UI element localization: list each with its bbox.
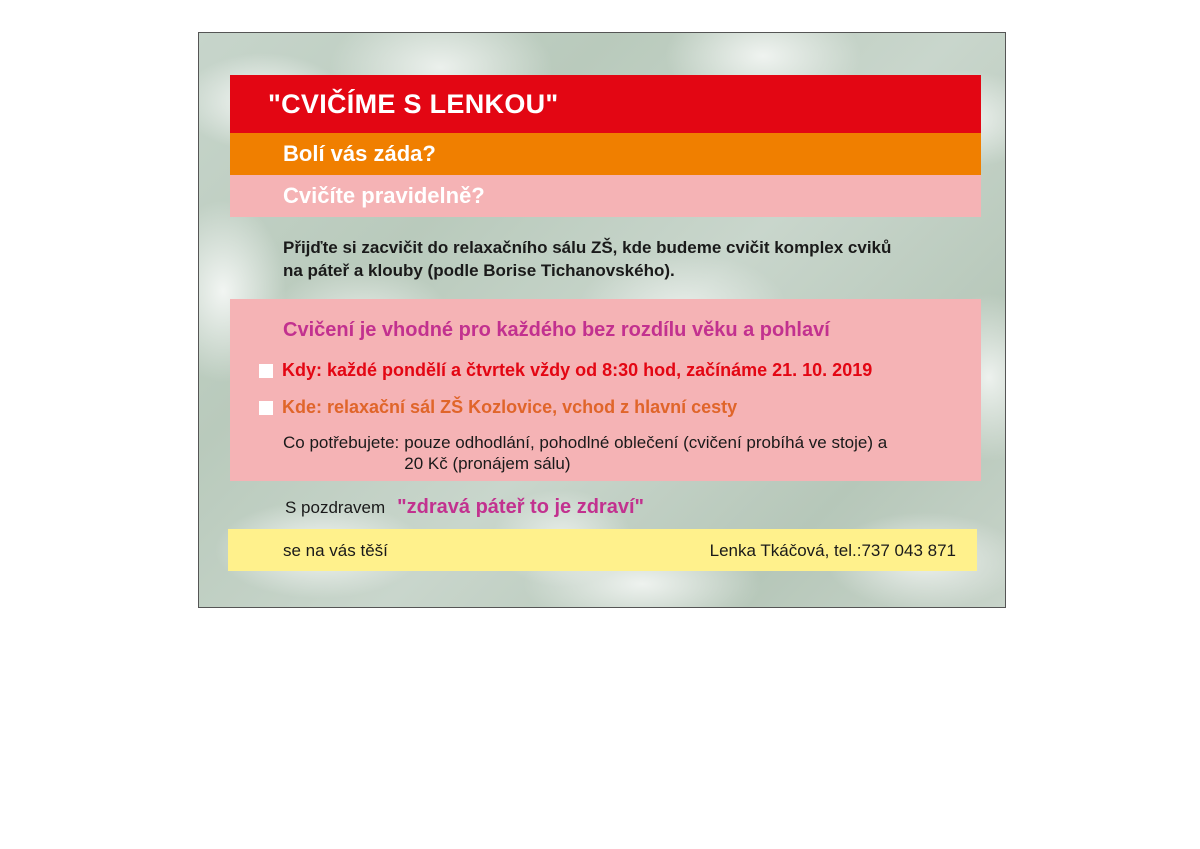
contact-info: Lenka Tkáčová, tel.:737 043 871 [709, 541, 956, 560]
requirements [283, 432, 973, 474]
question-back-pain: Bolí vás záda? [283, 141, 436, 166]
info-heading: Cvičení je vhodné pro každého bez rozdílu věku a pohlaví [283, 319, 830, 341]
footer-band [228, 529, 977, 571]
footer-closing: se na vás těší [283, 541, 388, 560]
poster-title: "CVIČÍME S LENKOU" [268, 89, 559, 119]
when-text: Kdy: každé pondělí a čtvrtek vždy od 8:30 hod, začínáme 21. 10. 2019 [282, 360, 873, 380]
motto: "zdravá páteř to je zdraví" [397, 496, 644, 518]
requirements-line: pouze odhodlání, pohodlné oblečení (cvičení probíhá ve stoje) a [404, 433, 888, 452]
requirements-label: Co potřebujete: [283, 433, 400, 452]
intro-paragraph [283, 236, 983, 282]
when-item [259, 360, 872, 381]
where-item [259, 397, 737, 418]
white-square-bullet-icon [259, 364, 273, 378]
info-band [230, 299, 981, 481]
question-band-regular-exercise [230, 175, 981, 217]
title-band [230, 75, 981, 133]
question-band-back-pain [230, 133, 981, 175]
question-regular-exercise: Cvičíte pravidelně? [283, 183, 485, 208]
greeting-label: S pozdravem [285, 498, 386, 517]
white-square-bullet-icon [259, 401, 273, 415]
exercise-poster [198, 32, 1006, 608]
requirements-line: 20 Kč (pronájem sálu) [404, 454, 571, 473]
intro-line: na páteř a klouby (podle Borise Tichanovského). [283, 261, 675, 280]
greeting [285, 496, 644, 519]
where-text: Kde: relaxační sál ZŠ Kozlovice, vchod z hlavní cesty [282, 397, 738, 417]
intro-line: Přijďte si zacvičit do relaxačního sálu ZŠ, kde budeme cvičit komplex cviků [283, 238, 892, 257]
